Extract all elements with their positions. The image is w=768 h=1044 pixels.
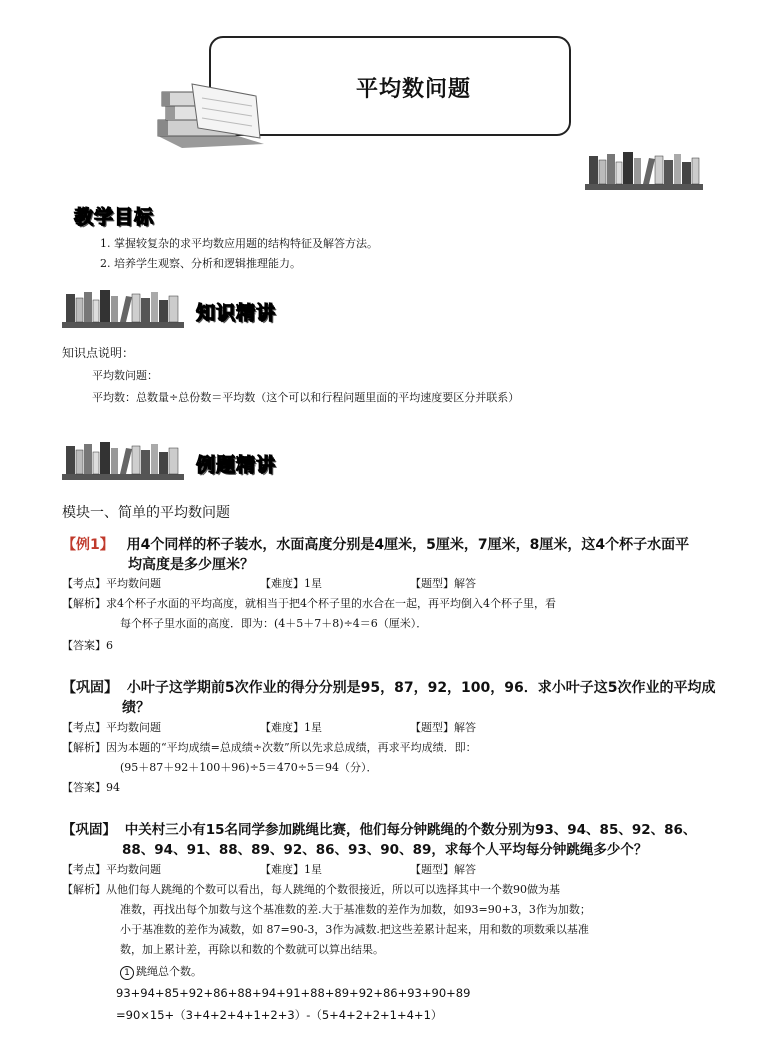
calc-line-2: =90×15+（3+4+2+4+1+2+3）-（5+4+2+2+1+4+1） [116, 1008, 443, 1022]
analysis-line-1 [62, 596, 556, 612]
difficulty [260, 720, 322, 736]
difficulty [260, 576, 322, 592]
problem-tag: 【例1】 [62, 537, 114, 553]
page-title: 平均数问题 [356, 77, 472, 102]
type-label: 【题型】 [410, 863, 454, 876]
analysis-line-2: 准数，再找出每个加数与这个基准数的差.大于基准数的差作为加数，如93=90+3，3作为加数； [120, 903, 591, 916]
analysis-text: 因为本题的“平均成绩=总成绩÷次数”所以先求总成绩，再求平均成绩．即： [106, 741, 477, 754]
step-number: 1 [120, 966, 134, 980]
problem-question-cont: 88、94、91、88、89、92、86、93、90、89，求每个人平均每分钟跳绳多少个？ [122, 842, 648, 858]
point-value: 平均数问题 [106, 863, 161, 876]
analysis-line-4: 数，加上累计差，再除以和数的个数就可以算出结果。 [120, 943, 384, 956]
analysis-text: 求4个杯子水面的平均高度，就相当于把4个杯子里的水合在一起，再平均倒入4个杯子里，看 [106, 597, 556, 610]
problem-2 [62, 678, 716, 698]
problem-3 [62, 820, 696, 840]
problem-question-cont: 绩？ [122, 700, 150, 716]
answer-row [62, 638, 113, 654]
type [410, 720, 476, 736]
problem-tag: 【巩固】 [62, 822, 116, 838]
goals-heading: 教学目标 [74, 206, 155, 228]
point-value: 平均数问题 [106, 577, 161, 590]
bookshelf-icon [62, 288, 184, 328]
problem-tag: 【巩固】 [62, 680, 118, 696]
type [410, 862, 476, 878]
point-value: 平均数问题 [106, 721, 161, 734]
analysis-line-1 [62, 882, 560, 898]
meta-row [62, 862, 161, 878]
difficulty [260, 862, 322, 878]
answer-row [62, 780, 120, 796]
answer-value: 94 [106, 781, 120, 794]
analysis-line-1 [62, 740, 477, 756]
difficulty-label: 【难度】 [260, 577, 304, 590]
analysis-line-2: (95＋87＋92＋100＋96)÷5＝470÷5＝94（分）． [120, 761, 378, 774]
step-row [120, 964, 202, 980]
type-label: 【题型】 [410, 577, 454, 590]
problem-question-cont: 均高度是多少厘米？ [128, 557, 254, 573]
meta-row [62, 720, 161, 736]
book-stack-icon [152, 78, 270, 150]
problem-1 [62, 535, 689, 555]
analysis-line-2: 每个杯子里水面的高度．即为：(4＋5＋7＋8)÷4＝6（厘米）． [120, 617, 428, 630]
type-value: 解答 [454, 721, 476, 734]
step-text: 跳绳总个数。 [136, 965, 202, 978]
point-label: 【考点】 [62, 721, 106, 734]
type-label: 【题型】 [410, 721, 454, 734]
problem-question: 小叶子这学期前5次作业的得分分别是95，87，92，100，96．求小叶子这5次作业的平均成 [126, 680, 716, 696]
problem-question: 中关村三小有15名同学参加跳绳比赛，他们每分钟跳绳的个数分别为93、94、85、92、86、 [124, 822, 697, 838]
knowledge-line-2: 平均数：总数量÷总份数＝平均数（这个可以和行程问题里面的平均速度要区分并联系） [92, 391, 520, 404]
knowledge-line-1: 平均数问题： [92, 369, 158, 382]
calc-line-1: 93+94+85+92+86+88+94+91+88+89+92+86+93+90+89 [116, 986, 471, 1000]
type-value: 解答 [454, 577, 476, 590]
answer-label: 【答案】 [62, 639, 106, 652]
goal-item-2: 2. 培养学生观察、分析和逻辑推理能力。 [100, 257, 301, 270]
point-label: 【考点】 [62, 577, 106, 590]
point-label: 【考点】 [62, 863, 106, 876]
bookshelf-icon [585, 150, 703, 190]
problem-question: 用4个同样的杯子装水，水面高度分别是4厘米，5厘米，7厘米，8厘米，这4个杯子水面平 [126, 537, 690, 553]
knowledge-intro: 知识点说明： [62, 346, 135, 360]
type [410, 576, 476, 592]
analysis-line-3: 小于基准数的差作为减数，如 87=90-3，3作为减数.把这些差累计起来，用和数的项数乘以基准 [120, 923, 589, 936]
analysis-label: 【解析】 [62, 741, 106, 754]
difficulty-label: 【难度】 [260, 863, 304, 876]
module-title: 模块一、简单的平均数问题 [62, 505, 230, 521]
examples-heading: 例题精讲 [196, 454, 277, 476]
difficulty-value: 1星 [304, 577, 322, 590]
analysis-label: 【解析】 [62, 883, 106, 896]
bookshelf-icon [62, 440, 184, 480]
difficulty-value: 1星 [304, 863, 322, 876]
type-value: 解答 [454, 863, 476, 876]
analysis-label: 【解析】 [62, 597, 106, 610]
meta-row [62, 576, 161, 592]
analysis-text: 从他们每人跳绳的个数可以看出，每人跳绳的个数很接近，所以可以选择其中一个数90做为基 [106, 883, 560, 896]
knowledge-heading: 知识精讲 [196, 302, 277, 324]
answer-value: 6 [106, 639, 113, 652]
difficulty-value: 1星 [304, 721, 322, 734]
goal-item-1: 1. 掌握较复杂的求平均数应用题的结构特征及解答方法。 [100, 237, 378, 250]
answer-label: 【答案】 [62, 781, 106, 794]
difficulty-label: 【难度】 [260, 721, 304, 734]
